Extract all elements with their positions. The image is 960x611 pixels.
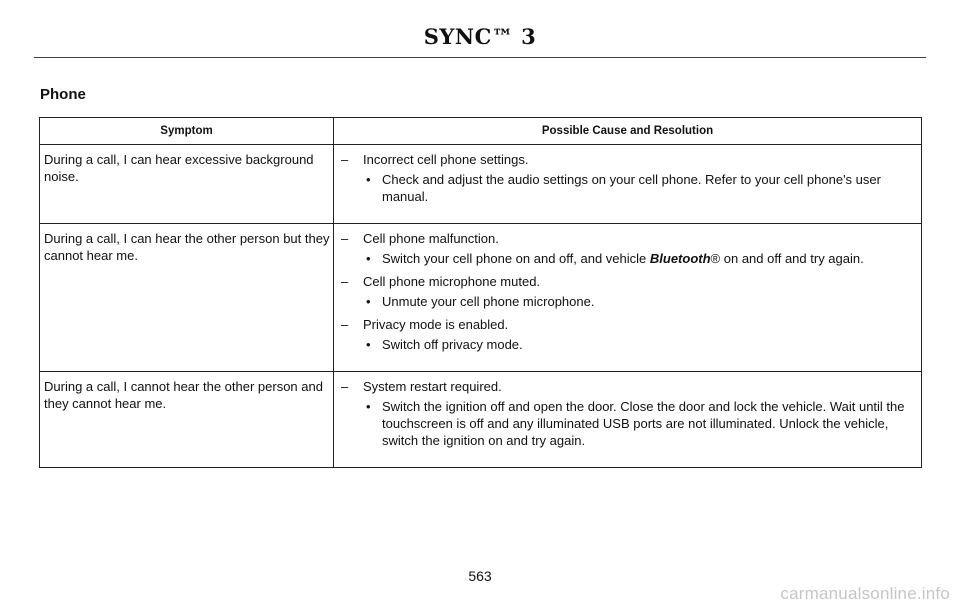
- symptom-cell: During a call, I can hear the other person but they cannot hear me.: [40, 224, 334, 372]
- dash-marker: –: [341, 231, 349, 246]
- step-text: Switch the ignition off and open the door. Close the door and lock the vehicle. Wait until the touchscreen is off and any illuminated USB ports are not illuminated. Unlock the vehicle, switch the ignition on and try again.: [382, 399, 905, 448]
- cause-item: [338, 316, 921, 333]
- dash-marker: –: [341, 152, 349, 167]
- resolution-cell: [334, 372, 922, 468]
- bullet-marker: •: [366, 399, 371, 414]
- resolution-step: [338, 250, 921, 267]
- step-text-post: on and off and try again.: [720, 251, 864, 266]
- resolution-step: [338, 336, 921, 353]
- header-divider: [34, 57, 926, 58]
- resolution-step: [338, 398, 921, 449]
- cause-text: Incorrect cell phone settings.: [363, 152, 529, 167]
- cause-item: [338, 378, 921, 395]
- cause-text: Privacy mode is enabled.: [363, 317, 509, 332]
- table-header-row: [40, 118, 922, 145]
- table-row: [40, 372, 922, 468]
- step-text: Check and adjust the audio settings on your cell phone. Refer to your cell phone's user manual.: [382, 172, 881, 204]
- table-row: [40, 224, 922, 372]
- cause-text: Cell phone malfunction.: [363, 231, 499, 246]
- resolution-cell: [334, 145, 922, 224]
- site-watermark: carmanualsonline.info: [780, 584, 950, 603]
- cause-item: [338, 273, 921, 290]
- bullet-marker: •: [366, 294, 371, 309]
- dash-marker: –: [341, 317, 349, 332]
- bullet-marker: •: [366, 337, 371, 352]
- step-text: Switch off privacy mode.: [382, 337, 523, 352]
- step-text-pre: Switch your cell phone on and off, and vehicle: [382, 251, 650, 266]
- page-number: 563: [468, 568, 492, 584]
- registered-mark: ®: [710, 251, 721, 266]
- page-header-title: SYNC™ 3: [423, 24, 537, 49]
- resolution-step: [338, 171, 921, 205]
- column-header-resolution: Possible Cause and Resolution: [334, 118, 922, 145]
- bullet-marker: •: [366, 172, 371, 187]
- bullet-marker: •: [366, 251, 371, 266]
- dash-marker: –: [341, 379, 349, 394]
- column-header-symptom: Symptom: [40, 118, 334, 145]
- symptom-cell: During a call, I can hear excessive background noise.: [40, 145, 334, 224]
- cause-item: [338, 151, 921, 168]
- step-text: Unmute your cell phone microphone.: [382, 294, 595, 309]
- bluetooth-brand: Bluetooth: [649, 251, 711, 266]
- dash-marker: –: [341, 274, 349, 289]
- resolution-step: [338, 293, 921, 310]
- cause-text: System restart required.: [363, 379, 502, 394]
- resolution-cell: [334, 224, 922, 372]
- cause-item: [338, 230, 921, 247]
- symptom-table: [39, 117, 922, 468]
- symptom-cell: During a call, I cannot hear the other person and they cannot hear me.: [40, 372, 334, 468]
- cause-text: Cell phone microphone muted.: [363, 274, 541, 289]
- table-row: [40, 145, 922, 224]
- section-title: Phone: [40, 86, 86, 103]
- step-text: [382, 250, 921, 267]
